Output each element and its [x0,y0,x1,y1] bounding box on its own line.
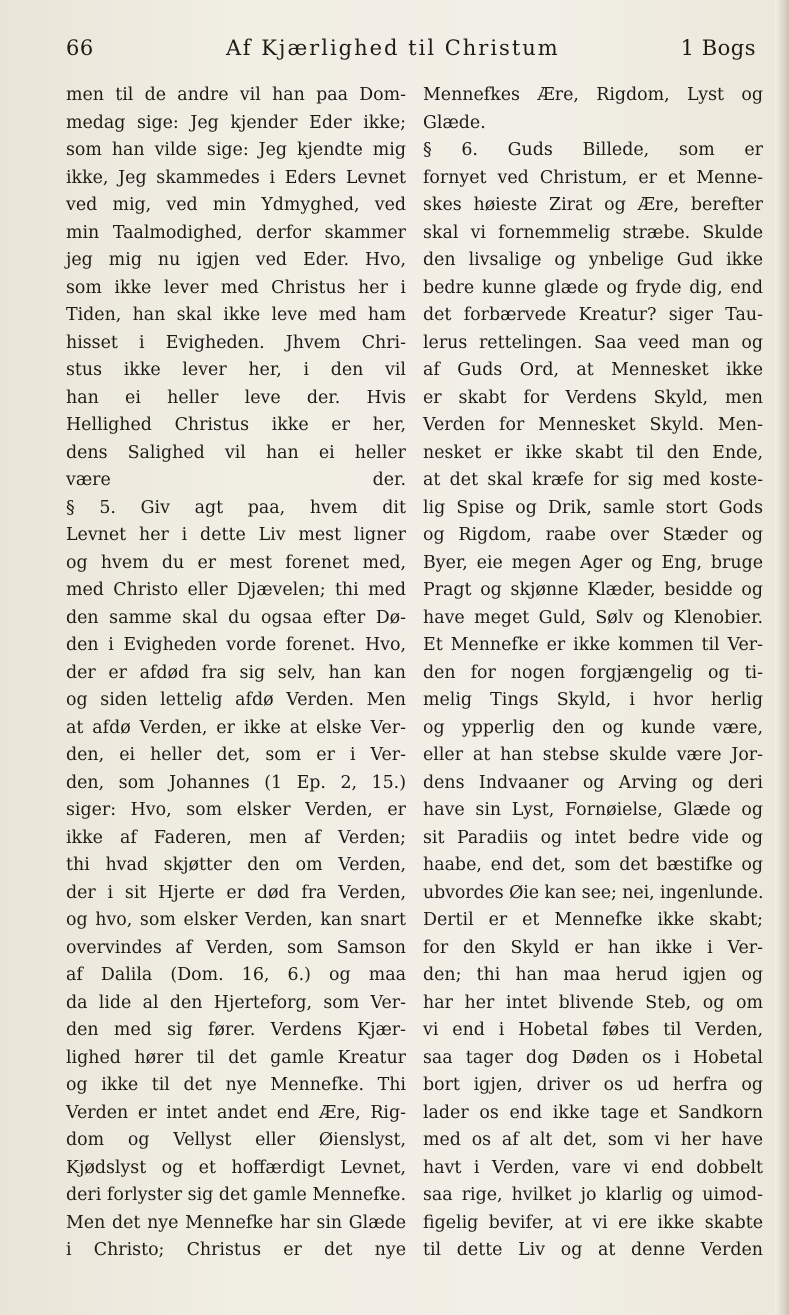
text-line: Tiden, han skal ikke leve med ham [66,305,406,325]
text-line: Dertil er et Mennefke ikke skabt; [423,910,763,930]
text-line: § 5. Giv agt paa, hvem dit [66,497,406,518]
text-line: § 6. Guds Billede, som er [423,140,763,160]
text-line: saa tager dog Døden os i Hobetal [423,1047,763,1068]
text-line: dom og Vellyst eller Øienslyst, [66,1130,406,1150]
text-line: skal vi fornemmelig stræbe. Skulde [423,222,763,243]
text-line: have sin Lyst, Fornøielse, Glæde og [423,800,763,820]
text-line: den samme skal du ogsaa efter Dø- [66,607,406,628]
text-line: da lide al den Hjerteforg, som Ver- [66,992,406,1013]
text-line: og ikke til det nye Mennefke. Thi [66,1075,406,1095]
text-line: Glæde. [423,112,486,133]
text-line: Kjødslyst og et hoffærdigt Levnet, [66,1157,406,1178]
text-line: medag sige: Jeg kjender Eder ikke; [66,112,406,133]
text-line: den livsalige og ynbelige Gud ikke [423,250,763,270]
text-line: lerus rettelingen. Saa veed man og [423,332,763,353]
signature-mark: 1 Bogs [680,36,756,60]
text-line: med os af alt det, som vi her have [423,1130,763,1150]
text-line: skes høieste Zirat og Ære, berefter [423,195,763,215]
text-line: Levnet her i dette Liv mest ligner [66,525,406,545]
text-line: har her intet blivende Steb, og om [423,992,763,1013]
text-line: og ypperlig den og kunde være, [423,717,763,738]
text-line: af Dalila (Dom. 16, 6.) og maa [66,965,406,985]
text-line: være der. [66,470,406,490]
text-line: overvindes af Verden, som Samson [66,937,406,958]
text-line: have meget Guld, Sølv og Klenobier. [423,607,763,628]
text-line: Verden for Mennesket Skyld. Men- [423,415,763,435]
page-number: 66 [66,36,94,60]
text-line: vi end i Hobetal føbes til Verden, [423,1020,763,1040]
text-line: den for nogen forgjængelig og ti- [423,662,763,683]
text-line: siger: Hvo, som elsker Verden, er [66,800,406,820]
text-line: af Guds Ord, at Mennesket ikke [423,360,763,380]
text-line: havt i Verden, vare vi end dobbelt [423,1157,763,1178]
text-line: lig Spise og Drik, samle stort Gods [423,497,763,518]
text-line: Mennefkes Ære, Rigdom, Lyst og [423,85,763,105]
text-line: thi hvad skjøtter den om Verden, [66,855,406,875]
text-line: bedre kunne glæde og fryde dig, end [423,277,763,298]
text-line: ved mig, ved min Ydmyghed, ved [66,195,406,215]
text-line: haabe, end det, som det bæstifke og [423,855,763,875]
text-line: Verden er intet andet end Ære, Rig- [66,1102,406,1123]
text-line: ikke af Faderen, men af Verden; [66,827,406,848]
text-line: den, som Johannes (1 Ep. 2, 15.) [66,772,406,793]
text-line: saa rige, hvilket jo klarlig og uimod- [423,1185,763,1205]
text-line: stus ikke lever her, i den vil [66,360,406,380]
text-line: den, ei heller det, som er i Ver- [66,745,406,765]
text-line: men til de andre vil han paa Dom- [66,85,406,105]
page-edge [775,0,789,1315]
text-line: hisset i Evigheden. Jhvem Chri- [66,332,406,353]
text-line: melig Tings Skyld, i hvor herlig [423,690,763,710]
text-line: som han vilde sige: Jeg kjendte mig [66,140,406,160]
text-line: at det skal kræfe for sig med koste- [423,470,763,490]
text-line: at afdø Verden, er ikke at elske Ver- [66,717,406,738]
text-line: er skabt for Verdens Skyld, men [423,387,763,408]
text-line: bort igjen, driver os ud herfra og [423,1075,763,1095]
text-line: det forbærvede Kreatur? siger Tau- [423,305,763,325]
text-line: til dette Liv og at denne Verden [423,1240,763,1260]
text-line: Pragt og skjønne Klæder, besidde og [423,580,763,600]
text-line: deri forlyster sig det gamle Mennefke. [66,1185,406,1205]
running-header [66,36,766,70]
text-line: der er afdød fra sig selv, han kan [66,662,406,683]
text-line: den i Evigheden vorde forenet. Hvo, [66,635,406,655]
text-line: dens Indvaaner og Arving og deri [423,772,763,793]
running-title: Af Kjærlighed til Christum [226,36,560,60]
text-line: der i sit Hjerte er død fra Verden, [66,882,406,903]
text-line: den; thi han maa herud igjen og [423,965,763,985]
text-line: jeg mig nu igjen ved Eder. Hvo, [66,250,406,270]
right-text-column [423,82,763,1265]
text-line: Byer, eie megen Ager og Eng, bruge [423,552,763,573]
text-line: som ikke lever med Christus her i [66,277,406,298]
text-line: lighed hører til det gamle Kreatur [66,1047,406,1068]
text-line: dens Salighed vil han ei heller [66,442,406,463]
text-line: Et Mennefke er ikke kommen til Ver- [423,635,763,655]
text-line: ikke, Jeg skammedes i Eders Levnet [66,167,406,188]
text-line: figelig bevifer, at vi ere ikke skabte [423,1212,763,1233]
text-line: med Christo eller Djævelen; thi med [66,580,406,600]
text-line: fornyet ved Christum, er et Menne- [423,167,763,188]
text-line: nesket er ikke skabt til den Ende, [423,442,763,463]
text-line: og hvem du er mest forenet med, [66,552,406,573]
text-line: for den Skyld er han ikke i Ver- [423,937,763,958]
text-line: Men det nye Mennefke har sin Glæde [66,1212,406,1233]
text-line: lader os end ikke tage et Sandkorn [423,1102,763,1123]
text-line: ubvordes Øie kan see; nei, ingenlunde. [423,882,764,903]
text-line: min Taalmodighed, derfor skammer [66,222,406,243]
text-line: han ei heller leve der. Hvis [66,387,406,408]
left-text-column [66,82,406,1265]
text-line: Hellighed Christus ikke er her, [66,415,406,435]
text-line: og hvo, som elsker Verden, kan snart [66,910,406,930]
text-line: og Rigdom, raabe over Stæder og [423,525,763,545]
text-line: i Christo; Christus er det nye [66,1240,406,1260]
text-line: sit Paradiis og intet bedre vide og [423,827,763,848]
text-line: den med sig fører. Verdens Kjær- [66,1020,406,1040]
text-line: og siden lettelig afdø Verden. Men [66,690,406,710]
text-line: eller at han stebse skulde være Jor- [423,745,763,765]
